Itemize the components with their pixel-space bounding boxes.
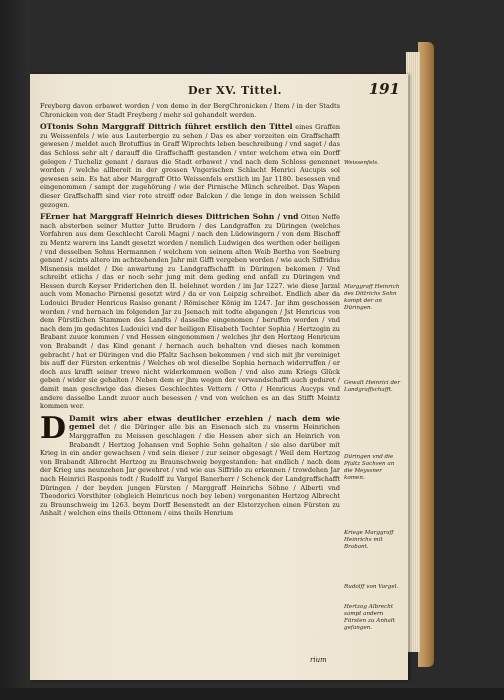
paragraph-2-body: eines Graffen zu Weissenfels / wie aus Lauterbergio zu sehen / Das es aber vorzeiten ein Graffschafft gewesen / meldet auch Brotuffius in Graff Wiprechts leben beschreibung / vnd saget / das das Schloss sehr alt / darauff die Graffschafft gestanden / vnter welchem etwa ein Dorff gelegen / Tucheliz genant / daraus die Stadt erbawet / vnd nach dem Schloss genennet worden / welche allbereit in der grossen Vngerischen Schlacht Henrici Aucupis sol gewesen sein. Es hat aber Marggraff Otto Weissenfels erstlich im Jar 1180. besessen vnd eingenommen / sampt der zugehörung / wie der Pirnische Münch schreibet. Das Wapen dieser Graffschafft sind vier rote streiff oder Balcken / die lenge in den weissen Schild gezogen. [40, 123, 341, 209]
paragraph-3 [40, 213, 340, 411]
paragraph-3-body: Otten Neffe nach absterben seiner Mutter Jutte Brudern / des Landgraffen zu Düringen (welches Vorfahren aus dem Geschlecht Caroli Magni / nach den Lüdowingern / von dem Bischoff zu Mentz warern ins Landt gesetzt worden / nemlich Ludwigen des werthen oder heiligen / vnd desselben Sohns Hermannen / welchem von seinem alten Weib Bertha von Seeburg genant / scints altero im achtzehenden Jahr mit Gifft vergeben worden / wie auch Siffridus Misnensis meldet / Die anwartung zu Landgraffschafft in Düringen bekomen / Vnd schreibt etlichs / das er noch sehr jung mit dem geding end anfall zu Düringen vnd Hessen durch Keyser Friderichen den II. belehnet worden / im Jar 1227. wie diese Jarzal auch vom Monacho Pirnensi gesetzt wird / da er von Leipzig schreibet. Endlich aber da Ludouici Bruder Henricus Rasiso genant / Römischer König im 1247. Jar ihm geschossen worden / vnd hernach im folgenden Jar zu Jsenach mit todte abgangen / Jst Henricus von dem Fürstlichen Stammen des Landts / dasselbe eingenomen / beruffen worden / vnd nach dem jm gedachtes Ludouici vnd der heiligen Elisabeth Tochter Sophia / Hertzogin zu Brabant zuuor kommen / vnd Hessen eingenommen / welches jhr den Hertzog Henricum von Brabandt / das Kind genant / hernach auch behalten vnd dieses nach kommen gebracht / hat er Düringen vnd die Pfaltz Sachsen bekommen / vnd sich mit jhr vereiniget bis auff der Fürsten erkentnis / Welches ob wol dieselbe Sophia hernach widerruffen / er doch aus krafft seiner trewe nicht widerkommen wollen / vnd also zum Kriegs Glück geben / wider sie gehalten / Neben dem er jhm wegen der verwandschafft auch geduret / damit man geschwige das dieses Geschlechtes Vettern / Otto / Henricus Aucyps vnd andere dasselbe Landt zuuor auch besessen / vnd von welchen es an das Stifft Meintz kommen wer. [40, 213, 340, 411]
paragraph-4-body: det / die Düringer alle bis an Eisenach sich zu vnserm Heinrichen Marggraffen zu Meissen geschlagen / die Hessen aber sich an Heinrich von Brabandt / Hertzog Johansen vnd Sophie Sohn gehalten / sie also darüber mit Krieg in ein ander gewachsen / vnd sein dieser / zur seiner obgesagt / Weil dem Hertzog von Brabandt Albrecht Hertzog zu Braunschweig beygestanden: hat endlich / nach dem der Krieg uns neunzehen Jar gewehret / vnd wie aus Siffrido zu erkennen / trowdehen Jar nach Heinrici Rasponis todt / Rudolff zu Vargel Banerherr / Schenck der Landgraffschafft Düringen / der beyden jungen Fürsten / Marggraff Heinrichs Söhne / Alberti vnd Theodorici Vorsthiter (obgleich Heinricus noch bey leben) vorgenanten Hertzog Albrecht zu Braunschweig im 1263. beym Dorff Besenstedt an der Elsterzychen einen Fürsten zu Anhalt / welchen eins theils Ottonem / eins theils Henrium [40, 423, 340, 518]
margin-note: Weissenfels. [344, 160, 379, 166]
running-head [30, 80, 408, 102]
paragraph-3-lead: FErner hat Marggraff Heinrich dieses Dittrichen Sohn / vnd [40, 212, 299, 222]
paragraph-4-lead: Damit wirs aber etwas deutlicher erzehlen / nach dem wie gemel [69, 413, 340, 432]
paragraph-2 [40, 123, 340, 209]
margin-note: Marggraff Heinrich des Dittrichs Sohn kompt der an Düringen. [344, 284, 400, 311]
margin-note: Kriege Marggraff Heinrichs mit Brabant. [344, 530, 394, 550]
main-text-column [40, 102, 340, 522]
decorated-initial: D [40, 410, 67, 446]
book-page [30, 74, 408, 680]
paragraph-1 [40, 102, 340, 119]
page-number: 191 [368, 80, 400, 98]
backdrop-bottom [0, 688, 504, 700]
running-head-title: Der XV. Tittel. [187, 84, 282, 97]
paragraph-2-lead: OTtonis Sohn Marggraff Dittrich führet erstlich den Tittel [40, 122, 293, 132]
margin-note: Rudolff von Vargel. [344, 584, 399, 590]
margin-note: Düringen vnd die Pfaltz Sachsen an die Meyssner komen. [344, 454, 395, 481]
margin-note: Hertzog Albrecht sampt andern Fürsten zu Anhalt gefangen. [344, 604, 395, 631]
page-edges [406, 52, 420, 652]
paragraph-4 [40, 410, 340, 518]
paragraph-1-body: Freyberg davon erbawet worden / von deme in der BergChronicken / Item / in der Stadts Chronicken von der Stadt Freyberg / mehr sol gehandelt werden. [40, 102, 340, 119]
margin-note: Gewalt Heinrici der Landgraffschafft. [344, 380, 401, 393]
backdrop-left [0, 0, 30, 700]
catchword: rium [310, 656, 327, 664]
book-cover-edge [418, 42, 434, 667]
